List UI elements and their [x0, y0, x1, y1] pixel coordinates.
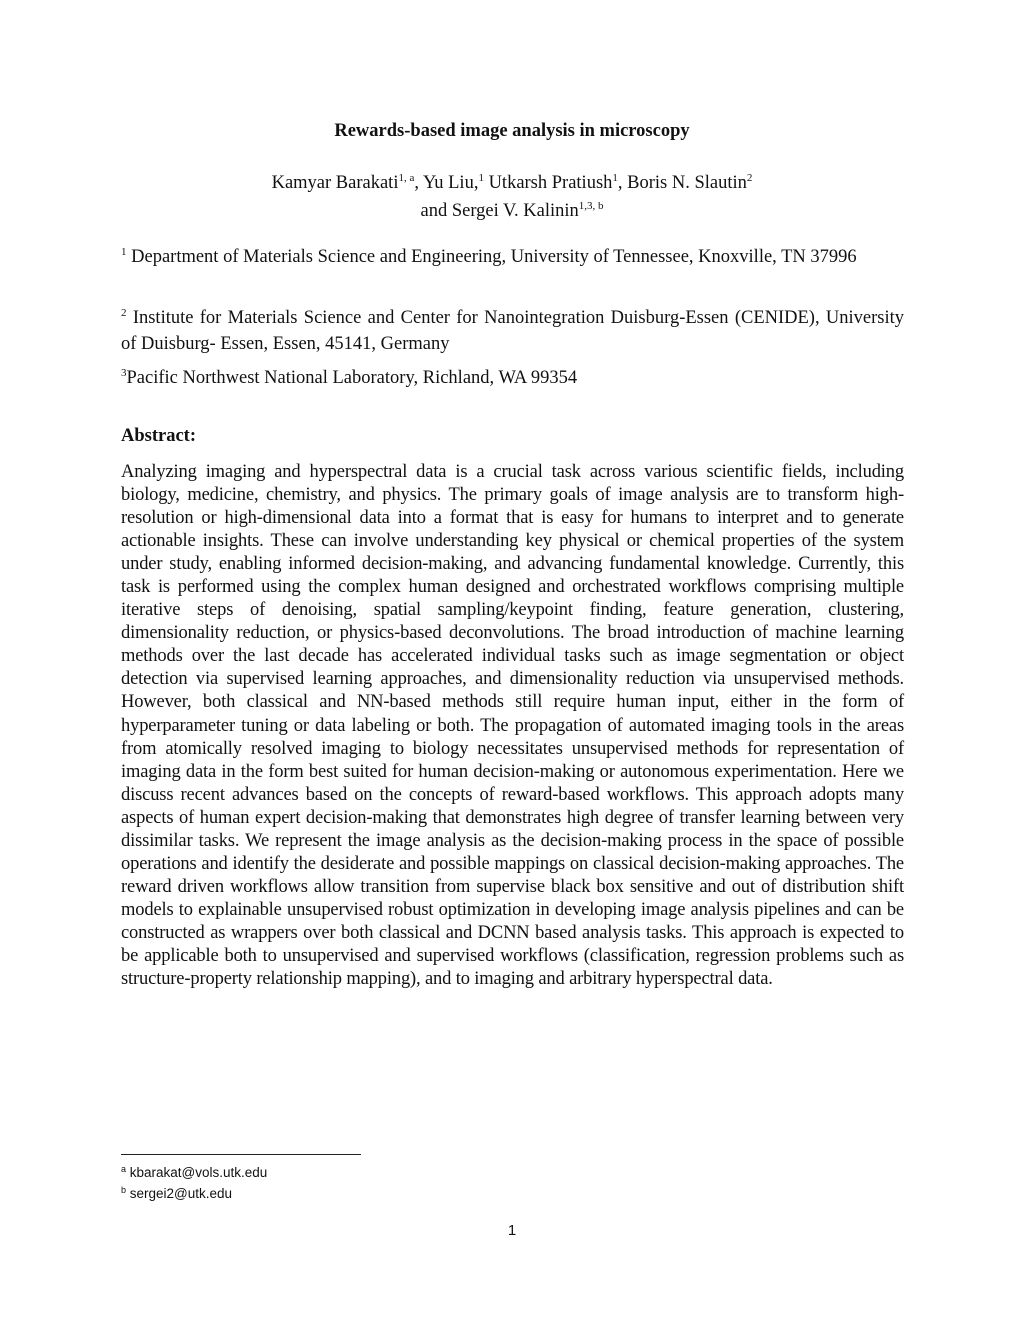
author-name: Utkarsh Pratiush: [488, 173, 613, 193]
author-name: and Sergei V. Kalinin: [420, 201, 579, 221]
author-separator: ,: [414, 173, 423, 193]
author-name: Boris N. Slautin: [627, 173, 747, 193]
abstract-body: Analyzing imaging and hyperspectral data is a crucial task across various scientific fields, including biology, medicine, chemistry, and physics. The primary goals of image analysis are to transform high-resolution or high-dimensional data into a format that is easy for humans to interpret and to generate actionable insights. These can involve understanding key physical or chemical properties of the system under study, enabling informed decision-making, and advancing fundamental knowledge. Currently, this task is performed using the complex human designed and orchestrated workflows comprising multiple iterative steps of denoising, spatial sampling/keypoint finding, feature generation, clustering, dimensionality reduction, or physics-based deconvolutions. The broad introduction of machine learning methods over the last decade has accelerated individual tasks such as image segmentation or object detection via supervised learning approaches, and dimensionality reduction via unsupervised methods. However, both classical and NN-based methods still require human input, either in the form of hyperparameter tuning or data labeling or both. The propagation of automated imaging tools in the areas from atomically resolved imaging to biology necessitates unsupervised methods for representation of imaging data in the form best suited for human decision-making or autonomous experimentation. Here we discuss recent advances based on the concepts of reward-based workflows. This approach adopts many aspects of human expert decision-making that demonstrates high degree of transfer learning between very dissimilar tasks. We represent the image analysis as the decision-making process in the space of possible operations and identify the desiderate and possible mappings on classical decision-making approaches. The reward driven workflows allow transition from supervise black box sensitive and out of distribution shift models to explainable unsupervised robust optimization in developing image analysis pipelines and can be constructed as wrappers over both classical and DCNN based analysis tasks. This approach is expected to be applicable both to unsupervised and supervised workflows (classification, regression problems such as structure-property relationship mapping), and to imaging and arbitrary hyperspectral data.: [121, 462, 904, 990]
abstract-heading: Abstract:: [121, 426, 197, 446]
author-affil-mark: 1: [478, 172, 484, 184]
author-affil-mark: 2: [746, 172, 753, 184]
page-number: 1: [507, 1222, 517, 1239]
author-name: Yu Liu,: [422, 173, 479, 193]
affiliation-3: [121, 366, 904, 392]
affiliation-text: Department of Materials Science and Engineering, University of Tennessee, Knoxville, TN 37996: [131, 247, 857, 267]
footnote-email: kbarakat@vols.utk.edu: [129, 1165, 268, 1180]
footnote-divider: [121, 1154, 361, 1155]
author-name: Kamyar Barakati: [271, 173, 399, 193]
footnote-a: [121, 1165, 267, 1180]
footnote-email: sergei2@utk.edu: [129, 1186, 233, 1201]
author-affil-mark: 1: [612, 172, 618, 184]
footnote-mark: b: [121, 1185, 127, 1195]
footnote-b: [121, 1186, 232, 1201]
affiliation-number: 2: [121, 307, 127, 319]
author-list: [0, 170, 1024, 226]
affiliation-1: [121, 245, 904, 271]
paper-title: Rewards-based image analysis in microscopy: [334, 121, 690, 141]
author-line-2: [0, 198, 1024, 226]
affiliation-2: [121, 306, 904, 356]
author-separator: ,: [617, 173, 628, 193]
affiliation-number: 3: [121, 367, 127, 379]
author-affil-mark: 1, a: [398, 172, 415, 184]
author-affil-mark: 1,3, b: [578, 200, 604, 212]
affiliation-number: 1: [121, 246, 127, 258]
footnote-mark: a: [121, 1164, 127, 1174]
affiliation-text: Pacific Northwest National Laboratory, Richland, WA 99354: [126, 368, 578, 388]
author-line-1: [0, 170, 1024, 198]
affiliation-text: Institute for Materials Science and Center for Nanointegration Duisburg-Essen (CENIDE), University of Duisburg- Essen, Essen, 45141, Germany: [121, 308, 904, 354]
